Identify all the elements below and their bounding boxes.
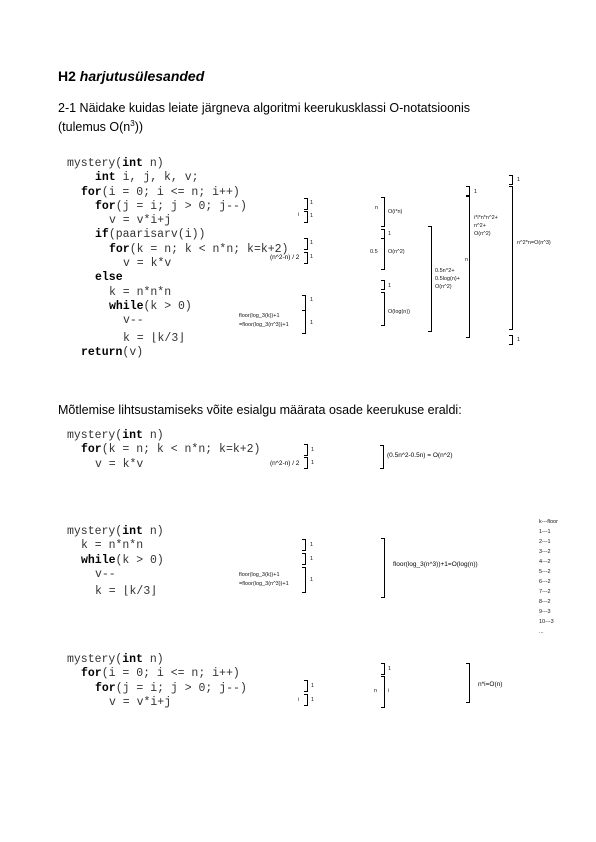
floor-row: ...: [539, 629, 544, 635]
code-line: mystery(int n): [67, 429, 164, 442]
code-line: v = k*v: [95, 457, 144, 471]
note-one: 1: [311, 447, 315, 453]
heading-title: harjutusülesanded: [79, 68, 205, 84]
bracket: [509, 335, 513, 345]
floor-row: k---floor: [539, 519, 558, 525]
code-line: while(k > 0): [109, 299, 192, 313]
note-one: 1: [310, 200, 314, 206]
bracket: [509, 186, 513, 330]
bracket: [304, 252, 308, 264]
note-one: 1: [310, 254, 314, 260]
note-one: 1: [517, 177, 521, 183]
note-floor-log: =floor(log_3(n^3))+1: [239, 322, 289, 328]
bracket: [304, 211, 308, 223]
note-one: 1: [310, 297, 314, 303]
note-one: 1: [310, 542, 314, 548]
note-one: 1: [388, 666, 392, 672]
note-n: n: [375, 205, 379, 211]
bracket: [381, 280, 385, 290]
code-line: v--: [95, 567, 116, 581]
code-line: return(v): [81, 345, 144, 359]
note-i: i: [388, 688, 390, 694]
floor-row: 10---3: [539, 619, 554, 625]
code-line: k = ⌊k/3⌋: [123, 331, 186, 345]
bracket: [304, 694, 308, 706]
bracket: [381, 663, 385, 675]
bracket: [304, 444, 308, 456]
bracket: [466, 663, 470, 703]
note-sum: O(n^2): [435, 284, 452, 290]
floor-row: 8---2: [539, 599, 551, 605]
bracket: [381, 197, 385, 227]
part2-result: floor(log_3(n^3))+1=O(log(n)): [393, 561, 478, 568]
note-n2n-half: (n^2-n) / 2: [270, 460, 300, 467]
floor-row: 1---1: [539, 529, 551, 535]
code-line: while(k > 0): [81, 553, 164, 567]
note-one: 1: [388, 231, 392, 237]
note-nn: i*i*n*n^2+: [474, 215, 498, 221]
note-nn: O(n^2): [474, 231, 491, 237]
note-sum: 0.5n^2+: [435, 268, 455, 274]
note-one: 1: [310, 577, 314, 583]
note-o-n2: O(n^2): [388, 249, 405, 255]
code-line: v--: [123, 314, 144, 328]
note-total: n^2*n=O(n^3): [517, 240, 551, 246]
floor-row: 2---1: [539, 539, 551, 545]
bracket: [466, 196, 470, 338]
code-line: v = v*i+j: [109, 214, 172, 228]
heading-number: H2: [58, 68, 76, 84]
bracket: [302, 553, 306, 565]
note-one: 1: [311, 683, 315, 689]
note-one: 1: [310, 320, 314, 326]
note-o-i-n: O(i*n): [388, 209, 403, 215]
code-line: v = v*i+j: [109, 695, 172, 709]
part3-code-block: [67, 653, 247, 710]
note-one: 1: [517, 337, 521, 343]
task-line-1: 2-1 Näidake kuidas leiate järgneva algoritmi keerukusklassi O-notatsioonis: [58, 101, 471, 115]
floor-table: [539, 517, 558, 637]
code-line: for(i = 0; i <= n; i++): [81, 185, 240, 199]
floor-row: 3---2: [539, 549, 551, 555]
note-one: 1: [388, 283, 392, 289]
code-line: mystery(int n): [67, 653, 164, 666]
note-floor-log: floor(log_3(k))+1: [239, 313, 280, 319]
note-one: 1: [311, 460, 315, 466]
note-one: 1: [310, 556, 314, 562]
part1-code-block: [67, 429, 260, 472]
note-floor-log: =floor(log_3(n^3))+1: [239, 581, 289, 587]
bracket: [381, 676, 385, 708]
note-one: 1: [310, 240, 314, 246]
code-line: v = k*v: [123, 257, 172, 271]
bracket: [304, 238, 308, 250]
note-nn: n^2+: [474, 223, 486, 229]
code-line: k = n*n*n: [81, 539, 144, 553]
code-line: mystery(int n): [67, 157, 164, 170]
part3-result: n*i=O(n): [478, 681, 503, 688]
note-n: n: [465, 257, 469, 263]
note-one: 1: [310, 213, 314, 219]
bracket: [304, 457, 308, 469]
note-n: n: [374, 688, 378, 694]
bracket: [381, 238, 385, 270]
note-i: i: [298, 697, 300, 703]
page-heading: [58, 68, 204, 84]
note-o-log-n: O(log(n)): [388, 309, 411, 315]
floor-row: 4---2: [539, 559, 551, 565]
floor-row: 9---3: [539, 609, 551, 615]
code-line: k = n*n*n: [109, 285, 172, 299]
bracket: [302, 295, 306, 311]
note-one: 1: [311, 697, 315, 703]
note-floor-log: floor(log_3(k))+1: [239, 572, 280, 578]
bracket: [304, 198, 308, 210]
bracket: [302, 310, 306, 334]
code-line: int i, j, k, v;: [95, 171, 199, 185]
bracket: [302, 567, 306, 593]
main-code-block: [67, 157, 288, 360]
hint-text: Mõtlemise lihtsustamiseks võite esialgu määrata osade keerukuse eraldi:: [58, 403, 462, 417]
code-line: if(paarisarv(i)): [95, 228, 206, 242]
note-half: 0.5: [370, 249, 378, 255]
note-one: 1: [474, 189, 478, 195]
bracket: [428, 226, 432, 332]
bracket: [381, 292, 385, 326]
part1-result: (0.5n^2-0.5n) = O(n^2): [387, 452, 453, 459]
code-line: for(k = n; k < n*n; k=k+2): [109, 242, 289, 256]
part2-code-block: [67, 525, 164, 599]
task-line-2: (tulemus $O(n^3)$): [58, 119, 144, 135]
code-line: for(k = n; k < n*n; k=k+2): [81, 443, 261, 457]
bracket: [466, 186, 470, 196]
floor-row: 7---2: [539, 589, 551, 595]
floor-row: 6---2: [539, 579, 551, 585]
bracket: [302, 539, 306, 551]
code-line: else: [95, 271, 123, 285]
note-n2n-half: (n^2-n) / 2: [270, 254, 300, 261]
code-line: for(j = i; j > 0; j--): [95, 199, 247, 213]
code-line: mystery(int n): [67, 525, 164, 538]
bracket: [304, 680, 308, 692]
bracket: [509, 175, 513, 185]
code-line: k = ⌊k/3⌋: [95, 585, 158, 599]
bracket: [381, 538, 385, 598]
note-sum: 0.5log(n)+: [435, 276, 460, 282]
floor-row: 5---2: [539, 569, 551, 575]
code-line: for(i = 0; i <= n; i++): [81, 667, 240, 681]
note-i: i: [298, 212, 300, 218]
code-line: for(j = i; j > 0; j--): [95, 681, 247, 695]
bracket: [380, 445, 384, 469]
